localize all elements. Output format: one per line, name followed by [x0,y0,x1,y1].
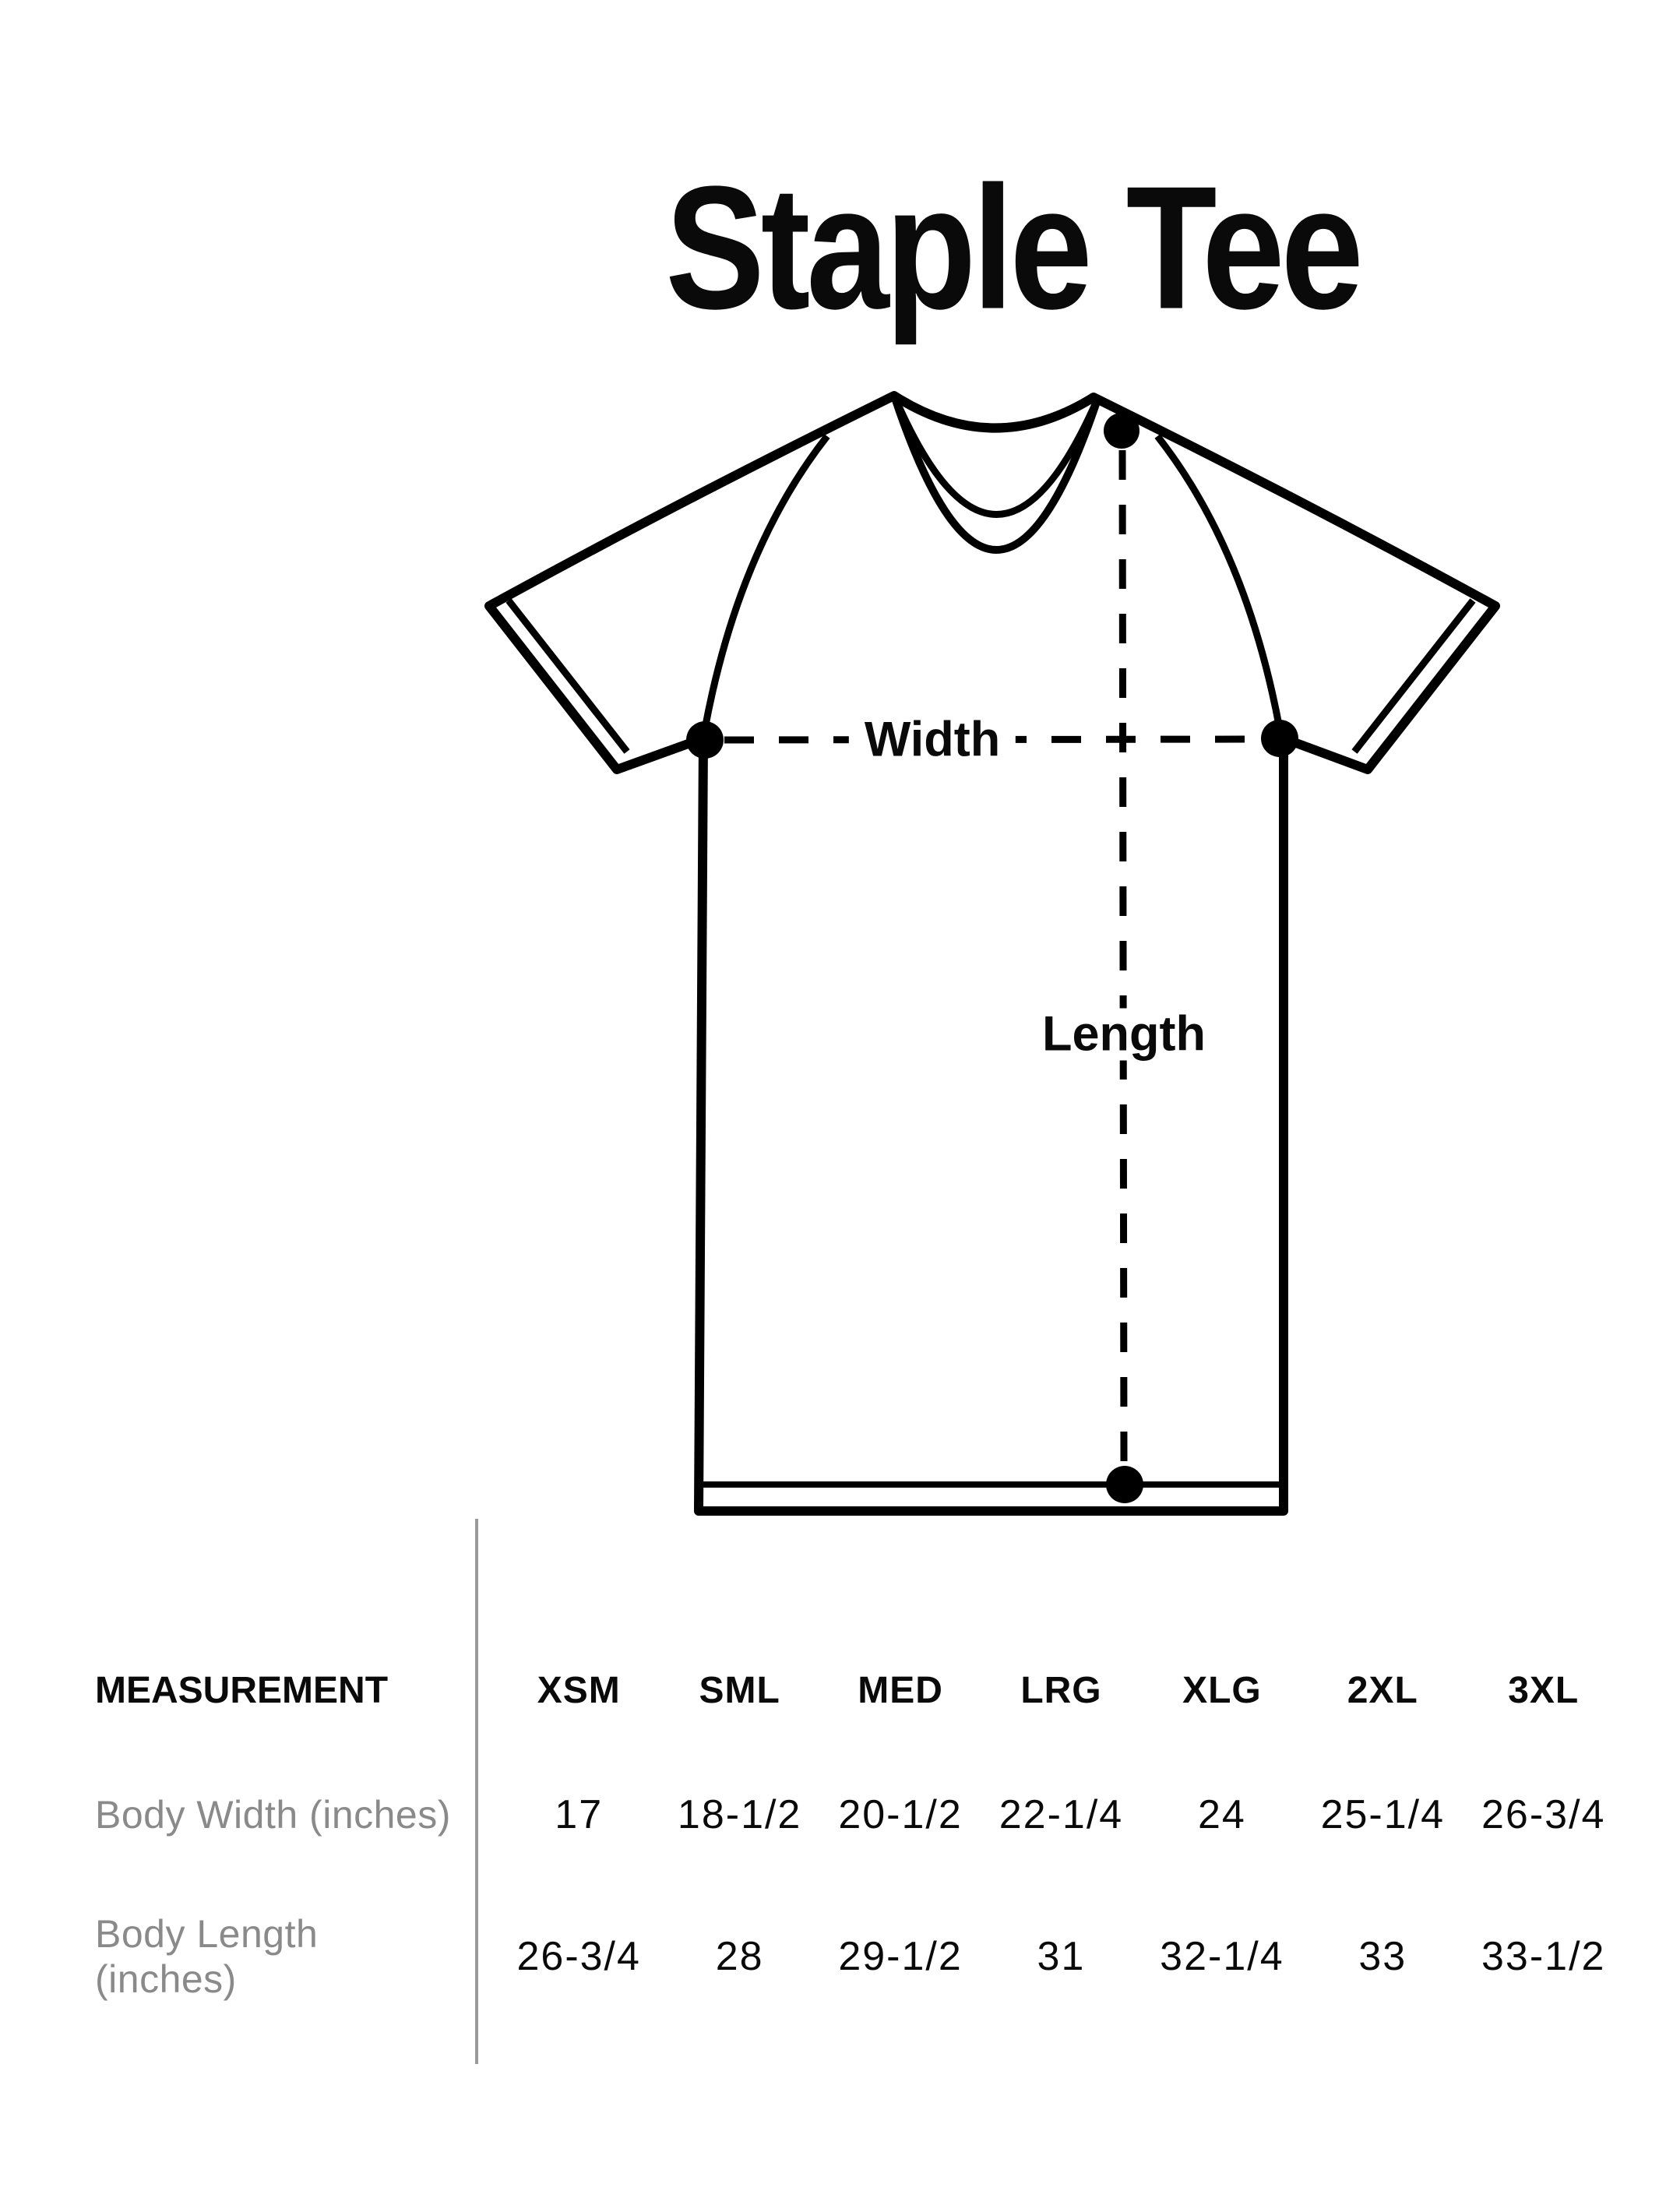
body-length-row [0,1912,1659,2001]
body-width-xlg: 24 [1197,1792,1246,1837]
size-header-xlg: XLG [1182,1669,1262,1711]
body-length-sml: 28 [715,1934,764,1979]
size-header-xsm: XSM [537,1669,621,1711]
body-length-xsm: 26-3/4 [516,1934,641,1979]
body-width-values [498,1791,1624,1838]
tshirt-diagram [436,335,1573,1527]
body-width-sml: 18-1/2 [677,1792,802,1837]
body-width-2xl: 25-1/4 [1320,1792,1446,1837]
body-width-row-label: Body Width (inches) [95,1793,451,1837]
body-width-row [0,1776,1659,1854]
collar-point-dot [1104,413,1139,449]
tshirt-outline [489,396,1495,1511]
right-armpit-dot [1261,720,1298,757]
body-length-values [498,1933,1624,1980]
hem-point-dot [1106,1466,1143,1503]
table-header-row [0,1651,1659,1729]
measurement-header: MEASUREMENT [95,1669,389,1711]
body-width-3xl: 26-3/4 [1481,1792,1606,1837]
size-header-cells [498,1669,1624,1712]
body-width-med: 20-1/2 [838,1792,963,1837]
left-armpit-dot [686,721,724,759]
size-header-2xl: 2XL [1347,1669,1418,1711]
size-header-med: MED [858,1669,943,1711]
size-header-3xl: 3XL [1508,1669,1580,1711]
body-length-med: 29-1/2 [838,1934,963,1979]
width-dimension-label: Width [849,714,1016,766]
body-length-3xl: 33-1/2 [1481,1934,1606,1979]
body-length-row-label: Body Length (inches) [95,1912,319,2001]
body-length-xlg: 32-1/4 [1160,1934,1284,1979]
body-width-xsm: 17 [555,1792,604,1837]
body-width-lrg: 22-1/4 [999,1792,1124,1837]
page-title: Staple Tee [665,149,1360,346]
body-length-lrg: 31 [1037,1934,1086,1979]
length-dimension-label: Length [1033,1009,1215,1061]
size-header-lrg: LRG [1020,1669,1102,1711]
body-length-2xl: 33 [1358,1934,1407,1979]
size-header-sml: SML [699,1669,780,1711]
